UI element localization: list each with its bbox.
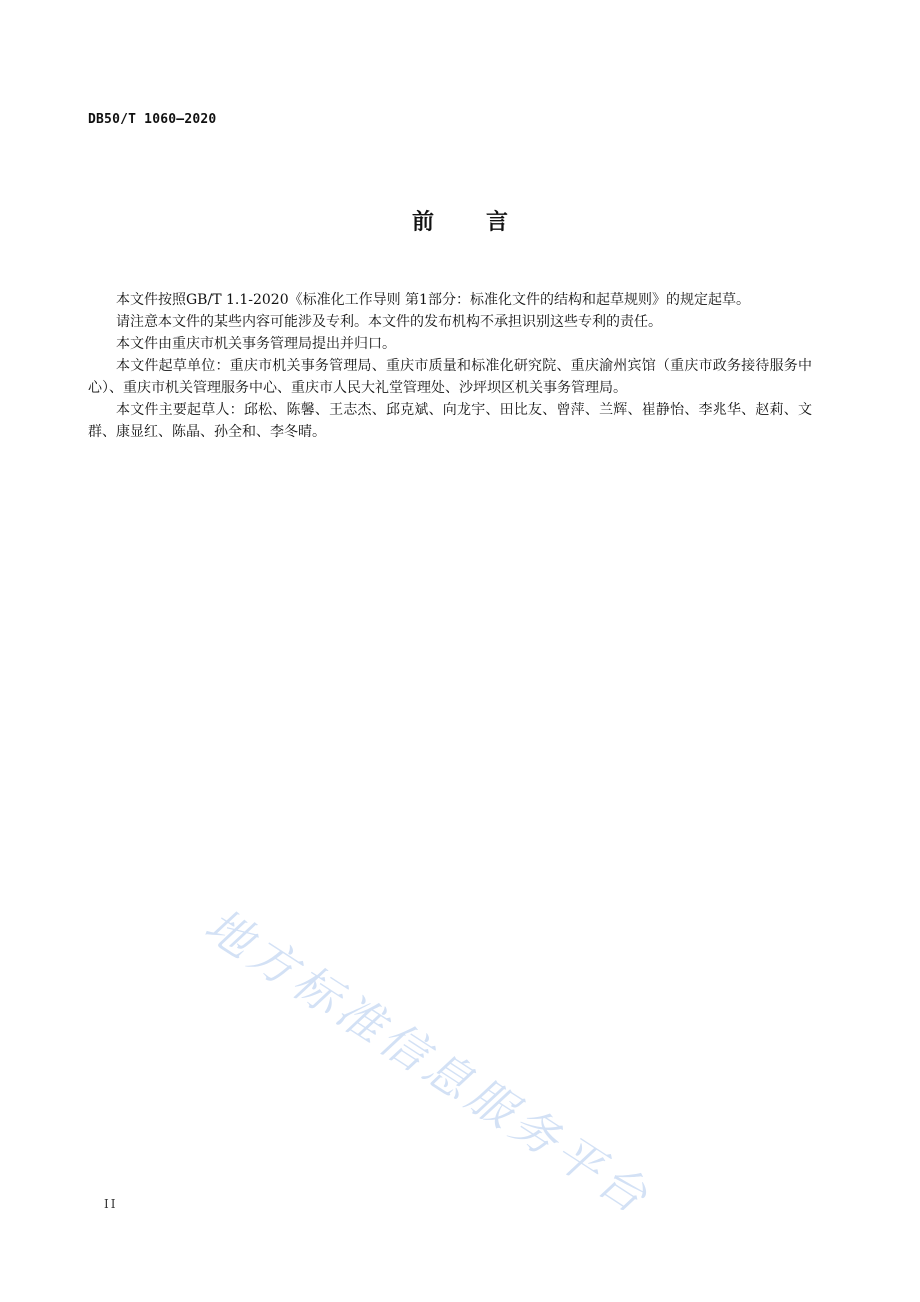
paragraph-drafters: 本文件主要起草人：邱松、陈馨、王志杰、邱克斌、向龙宇、田比友、曾萍、兰辉、崔静怡、李兆华、赵莉、文群、康显红、陈晶、孙全和、李冬晴。 — [88, 402, 812, 440]
page-title: 前言 — [411, 210, 560, 235]
foreword-body — [88, 289, 812, 443]
page-number: II — [104, 1197, 118, 1211]
document-code: DB50/T 1060—2020 — [88, 112, 217, 127]
paragraph-proposer: 本文件由重庆市机关事务管理局提出并归口。 — [116, 336, 396, 352]
watermark: 地方标准信息服务平台 — [195, 897, 662, 1227]
paragraph-patent-notice: 请注意本文件的某些内容可能涉及专利。本文件的发布机构不承担识别这些专利的责任。 — [116, 314, 662, 330]
paragraph-drafting-units: 本文件起草单位：重庆市机关事务管理局、重庆市质量和标准化研究院、重庆渝州宾馆（重庆市政务接待服务中心）、重庆市机关管理服务中心、重庆市人民大礼堂管理处、沙坪坝区机关事务管理局。 — [88, 358, 812, 396]
paragraph-drafting-rules: 本文件按照GB/T 1.1-2020《标准化工作导则 第1部分：标准化文件的结构和起草规则》的规定起草。 — [116, 292, 750, 308]
